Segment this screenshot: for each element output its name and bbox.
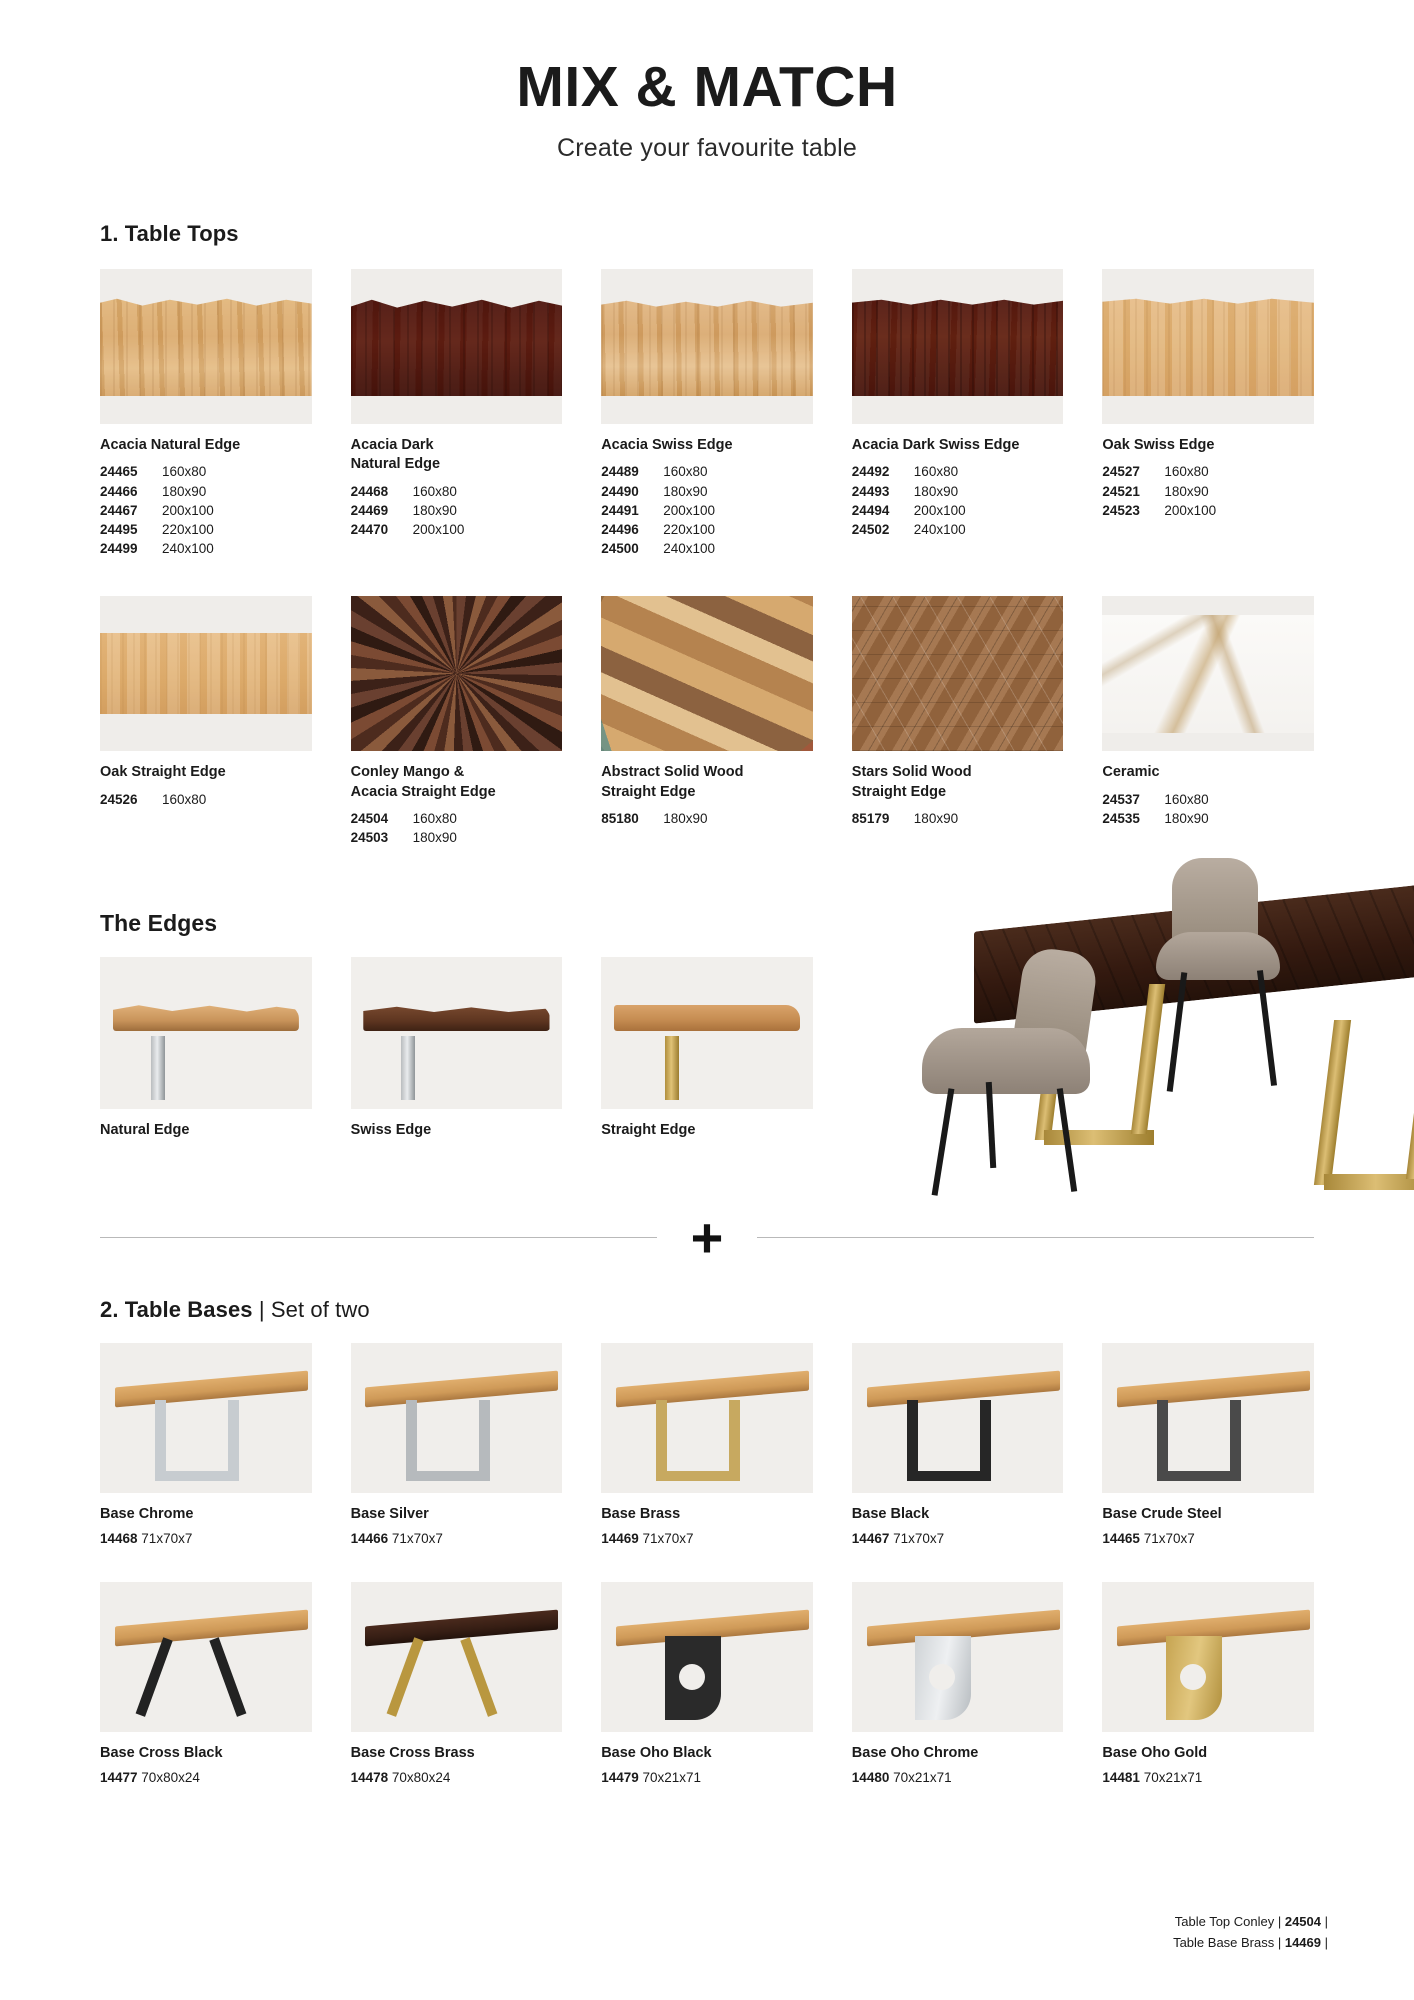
hero-caption-end: | (1321, 1914, 1328, 1930)
table-top-code-list (601, 809, 813, 828)
table-base-name: Base Black (851, 1506, 930, 1523)
table-top-code-row (852, 809, 1064, 828)
table-base-code-row (351, 1531, 563, 1546)
sku: 85179 (851, 811, 890, 827)
sku: 14479 (601, 1769, 639, 1785)
dimensions: 70x80x24 (388, 1769, 451, 1785)
dimensions: 160x80 (412, 811, 457, 827)
table-top-code-row (351, 809, 563, 828)
table-base-image (1102, 1582, 1314, 1732)
table-top-code-list (351, 482, 563, 539)
dimensions: 71x70x7 (638, 1530, 694, 1546)
table-top-code-row (351, 501, 563, 520)
table-bases-row-2 (100, 1582, 1314, 1785)
table-top-code-row (852, 482, 1064, 501)
section-heading-edges: The Edges (100, 909, 218, 936)
sku: 24499 (100, 541, 138, 557)
edge-card[interactable] (601, 957, 813, 1141)
table-base-image (1102, 1343, 1314, 1493)
table-top-card[interactable] (1102, 596, 1314, 847)
hero-caption-end: | (1321, 1935, 1328, 1951)
table-top-name: Acacia Swiss Edge (601, 436, 733, 453)
table-top-code-list (100, 790, 312, 809)
dimensions: 200x100 (412, 522, 465, 538)
table-top-image (852, 269, 1064, 424)
chair-front (914, 950, 1094, 1190)
dimensions: 160x80 (1164, 791, 1209, 807)
table-tops-row-1 (100, 269, 1314, 558)
table-top-code-row (601, 539, 813, 558)
dimensions: 180x90 (663, 811, 708, 827)
table-base-card[interactable] (100, 1343, 312, 1546)
sku: 24470 (350, 522, 389, 538)
sku: 24500 (601, 541, 639, 557)
chair-back (1140, 858, 1290, 1088)
dimensions: 70x21x71 (638, 1769, 702, 1785)
table-top-code-row (1102, 482, 1314, 501)
dimensions: 180x90 (412, 830, 457, 846)
table-base-image (351, 1582, 563, 1732)
table-base-card[interactable] (601, 1343, 813, 1546)
table-top-code-row (1102, 790, 1314, 809)
dimensions: 70x21x71 (1139, 1769, 1203, 1785)
table-top-card[interactable] (100, 269, 312, 558)
sku: 24496 (601, 521, 639, 537)
table-top-code-row (852, 501, 1064, 520)
dimensions: 71x70x7 (1139, 1530, 1195, 1546)
table-base-code-row (1102, 1531, 1314, 1546)
sku: 85180 (601, 811, 639, 827)
sku: 24467 (100, 502, 138, 518)
dimensions: 160x80 (162, 464, 207, 480)
table-base-code-row (601, 1770, 813, 1785)
table-base-name: Base Oho Gold (1102, 1744, 1208, 1761)
table-base-name: Base Cross Brass (350, 1744, 475, 1761)
sku: 24468 (350, 483, 389, 499)
table-top-card[interactable] (852, 269, 1064, 558)
table-base-name: Base Silver (350, 1506, 429, 1523)
dimensions: 240x100 (162, 541, 214, 557)
dimensions: 160x80 (913, 464, 959, 480)
table-top-code-list (601, 462, 813, 558)
dimensions: 180x90 (913, 483, 959, 499)
table-base-name: Base Cross Black (100, 1744, 223, 1761)
table-top-code-row (601, 482, 813, 501)
table-base-code-row (852, 1531, 1064, 1546)
table-top-code-row (100, 501, 312, 520)
hero-caption-code: 14469 (1284, 1935, 1321, 1951)
table-base-image (852, 1343, 1064, 1493)
table-base-image (601, 1343, 813, 1493)
table-top-name: Conley Mango & Acacia Straight Edge (350, 764, 496, 800)
sku: 24523 (1102, 502, 1140, 518)
sku: 24495 (100, 521, 138, 537)
sku: 24504 (350, 811, 389, 827)
dimensions: 180x90 (162, 483, 207, 499)
table-top-card[interactable] (351, 596, 563, 847)
sku: 24490 (601, 483, 639, 499)
dimensions: 200x100 (1164, 502, 1217, 518)
table-bases-row-1 (100, 1343, 1314, 1546)
table-top-code-list (852, 462, 1064, 539)
table-base-image (601, 1582, 813, 1732)
table-base-card[interactable] (852, 1582, 1064, 1785)
section-heading-suffix: | Set of two (252, 1297, 370, 1323)
table-top-code-row (852, 462, 1064, 481)
table-base-code-row (100, 1531, 312, 1546)
sku: 14477 (100, 1769, 138, 1785)
edge-name: Swiss Edge (350, 1121, 432, 1138)
table-top-image (351, 596, 563, 751)
sku: 24491 (601, 502, 639, 518)
table-top-card[interactable] (100, 596, 312, 847)
table-top-name: Ceramic (1102, 764, 1160, 781)
section-heading-table-tops: 1. Table Tops (100, 220, 239, 246)
edge-card[interactable] (100, 957, 312, 1141)
hero-caption-label: Table Top Conley | (1174, 1914, 1285, 1930)
dimensions: 180x90 (1164, 483, 1209, 499)
dimensions: 180x90 (1164, 810, 1209, 826)
dimensions: 220x100 (663, 521, 715, 537)
table-top-image (601, 596, 813, 751)
hero-photo (904, 880, 1414, 1270)
table-base-name: Base Oho Black (601, 1744, 712, 1761)
table-top-name: Acacia Natural Edge (100, 436, 241, 453)
table-base-code-row (601, 1531, 813, 1546)
table-base-name: Base Brass (601, 1506, 681, 1523)
sku: 24502 (851, 521, 890, 537)
table-base-card[interactable] (852, 1343, 1064, 1546)
sku: 24494 (851, 502, 890, 518)
table-top-name: Abstract Solid Wood Straight Edge (601, 764, 744, 800)
plus-icon: + (690, 1206, 724, 1270)
table-top-card[interactable] (852, 596, 1064, 847)
table-top-code-list (1102, 790, 1314, 828)
dimensions: 160x80 (663, 464, 708, 480)
edge-image (351, 957, 563, 1109)
hero-caption-label: Table Base Brass | (1173, 1935, 1285, 1951)
table-top-image (1102, 269, 1314, 424)
table-top-code-list (351, 809, 563, 847)
dimensions: 180x90 (663, 483, 708, 499)
table-top-image (1102, 596, 1314, 751)
table-top-image (351, 269, 563, 424)
dimensions: 240x100 (913, 521, 966, 537)
sku: 24527 (1102, 464, 1140, 480)
table-top-code-row (601, 520, 813, 539)
table-base-code-row (852, 1770, 1064, 1785)
table-top-code-list (852, 809, 1064, 828)
sku: 24466 (100, 483, 138, 499)
section-heading-number: 2. Table Bases (100, 1297, 253, 1323)
sku: 14469 (601, 1530, 639, 1546)
table-top-card[interactable] (1102, 269, 1314, 558)
sku: 14468 (100, 1530, 138, 1546)
table-base-code-row (1102, 1770, 1314, 1785)
edge-name: Straight Edge (601, 1121, 696, 1138)
sku: 24493 (851, 483, 890, 499)
dimensions: 70x21x71 (889, 1769, 952, 1785)
table-tops-row-2 (100, 596, 1314, 847)
table-top-name: Oak Straight Edge (100, 764, 226, 781)
table-top-code-row (1102, 462, 1314, 481)
table-top-image (852, 596, 1064, 751)
sku: 14466 (350, 1530, 389, 1546)
sku: 24535 (1102, 810, 1140, 826)
hero-leg (1324, 1174, 1414, 1190)
table-top-code-row (601, 809, 813, 828)
sku: 24489 (601, 464, 639, 480)
table-top-name: Stars Solid Wood Straight Edge (851, 764, 972, 800)
table-base-image (852, 1582, 1064, 1732)
table-top-name: Acacia Dark Natural Edge (350, 436, 441, 473)
table-base-card[interactable] (1102, 1343, 1314, 1546)
sku: 24537 (1102, 791, 1140, 807)
table-top-name: Acacia Dark Swiss Edge (851, 436, 1020, 453)
sku: 14467 (851, 1530, 890, 1546)
sku: 14480 (851, 1769, 890, 1785)
table-top-code-row (100, 482, 312, 501)
table-top-code-row (852, 520, 1064, 539)
hero-caption (1173, 1912, 1328, 1954)
sku: 14481 (1102, 1769, 1140, 1785)
sku: 24492 (851, 464, 890, 480)
table-top-image (100, 596, 312, 751)
table-top-code-row (1102, 501, 1314, 520)
table-top-code-row (100, 539, 312, 558)
edge-name: Natural Edge (100, 1121, 190, 1138)
hero-caption-code: 24504 (1284, 1914, 1321, 1930)
table-base-card[interactable] (1102, 1582, 1314, 1785)
page-subtitle: Create your favourite table (556, 133, 857, 162)
sku: 24503 (350, 830, 389, 846)
table-base-card[interactable] (100, 1582, 312, 1785)
table-top-code-row (1102, 809, 1314, 828)
hero-leg (1314, 1020, 1351, 1185)
table-top-name: Oak Swiss Edge (1102, 436, 1215, 453)
dimensions: 71x70x7 (889, 1530, 945, 1546)
table-top-code-row (100, 520, 312, 539)
hero-caption-line-1 (1173, 1912, 1328, 1933)
table-top-code-row (100, 462, 312, 481)
hero-caption-line-2 (1173, 1933, 1328, 1954)
dimensions: 220x100 (162, 521, 214, 537)
divider-line-left (100, 1237, 657, 1238)
dimensions: 200x100 (913, 502, 966, 518)
table-top-code-row (601, 501, 813, 520)
table-base-card[interactable] (351, 1343, 563, 1546)
table-top-code-row (351, 520, 563, 539)
table-top-code-row (351, 828, 563, 847)
dimensions: 200x100 (162, 502, 214, 518)
sku: 24469 (350, 503, 389, 519)
dimensions: 160x80 (1164, 464, 1209, 480)
sku: 14465 (1102, 1530, 1140, 1546)
sku: 24521 (1102, 483, 1140, 499)
edge-image (601, 957, 813, 1109)
table-base-card[interactable] (601, 1582, 813, 1785)
table-top-image (100, 269, 312, 424)
hero-leg (1406, 1014, 1414, 1179)
table-top-code-list (100, 462, 312, 558)
edge-image (100, 957, 312, 1109)
dimensions: 70x80x24 (137, 1769, 200, 1785)
table-top-card[interactable] (351, 269, 563, 558)
sku: 24465 (100, 464, 138, 480)
table-base-card[interactable] (351, 1582, 563, 1785)
table-base-name: Base Oho Chrome (851, 1744, 979, 1761)
dimensions: 71x70x7 (137, 1530, 193, 1546)
table-top-code-row (100, 790, 312, 809)
table-top-code-row (601, 462, 813, 481)
dimensions: 180x90 (412, 503, 457, 519)
table-base-image (351, 1343, 563, 1493)
section-heading-table-bases (100, 1297, 1314, 1323)
table-base-code-row (351, 1770, 563, 1785)
dimensions: 240x100 (663, 541, 715, 557)
dimensions: 160x80 (162, 791, 207, 807)
sku: 24526 (100, 791, 138, 807)
dimensions: 160x80 (412, 483, 457, 499)
table-base-code-row (100, 1770, 312, 1785)
page-title: MIX & MATCH (516, 55, 898, 119)
table-top-image (601, 269, 813, 424)
table-top-card[interactable] (601, 596, 813, 847)
page-header (100, 0, 1314, 163)
dimensions: 200x100 (663, 502, 715, 518)
table-base-name: Base Chrome (100, 1506, 194, 1523)
sku: 14478 (350, 1769, 389, 1785)
dimensions: 180x90 (913, 811, 959, 827)
dimensions: 71x70x7 (388, 1530, 443, 1546)
table-base-name: Base Crude Steel (1102, 1506, 1222, 1523)
edge-card[interactable] (351, 957, 563, 1141)
table-top-code-row (351, 482, 563, 501)
table-top-card[interactable] (601, 269, 813, 558)
table-base-image (100, 1582, 312, 1732)
table-top-code-list (1102, 462, 1314, 519)
table-base-image (100, 1343, 312, 1493)
